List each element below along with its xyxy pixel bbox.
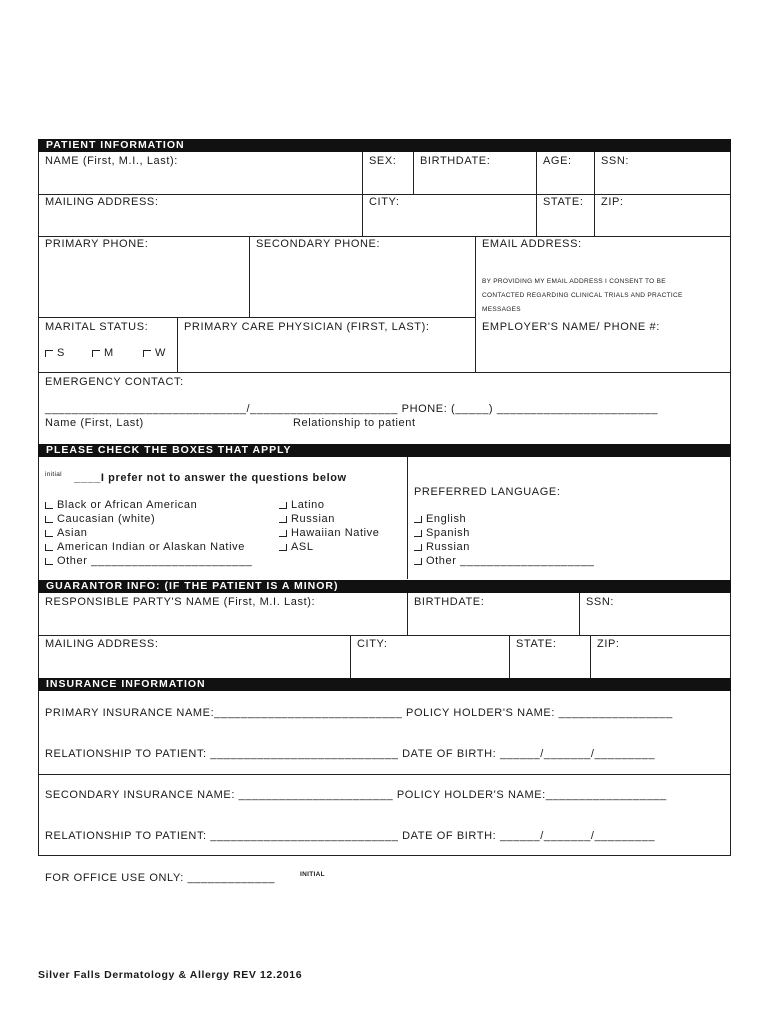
divider [362, 152, 363, 236]
divider [350, 635, 351, 678]
divider [579, 593, 580, 635]
city-field[interactable]: CITY: [369, 196, 400, 208]
race-option[interactable]: Black or African American [45, 499, 197, 511]
divider [590, 635, 591, 678]
checkbox-icon[interactable] [45, 544, 53, 551]
race-option[interactable]: Hawaiian Native [279, 527, 379, 539]
marital-option-w[interactable]: W [143, 347, 166, 359]
checkbox-icon[interactable] [279, 502, 287, 509]
race-option[interactable]: American Indian or Alaskan Native [45, 541, 245, 553]
pcp-field[interactable]: PRIMARY CARE PHYSICIAN (FIRST, LAST): [184, 321, 430, 333]
divider [249, 236, 250, 317]
divider [413, 152, 414, 194]
divider [38, 194, 731, 195]
checkbox-icon[interactable] [45, 502, 53, 509]
ssn-field[interactable]: SSN: [601, 155, 630, 167]
marital-status-label: MARITAL STATUS: [45, 321, 149, 333]
language-option[interactable]: Spanish [414, 527, 470, 539]
divider [38, 635, 731, 636]
race-option[interactable]: Asian [45, 527, 88, 539]
email-consent-text: BY PROVIDING MY EMAIL ADDRESS I CONSENT TO BE [482, 278, 666, 285]
marital-option-m[interactable]: M [92, 347, 114, 359]
state-field[interactable]: STATE: [543, 196, 584, 208]
email-consent-text: MESSAGES [482, 306, 521, 313]
divider [38, 317, 475, 318]
checkbox-icon[interactable] [279, 516, 287, 523]
divider [177, 317, 178, 372]
checkbox-icon[interactable] [45, 350, 53, 357]
zip-field[interactable]: ZIP: [601, 196, 624, 208]
checkbox-icon[interactable] [45, 516, 53, 523]
divider [509, 635, 510, 678]
checkbox-icon[interactable] [279, 544, 287, 551]
birthdate-field[interactable]: BIRTHDATE: [420, 155, 491, 167]
divider [407, 457, 408, 579]
emergency-contact-line[interactable]: ______________________________/______________________ PHONE: (_____) ________________________ [45, 403, 659, 415]
name-field[interactable]: NAME (First, M.I., Last): [45, 155, 178, 167]
checkbox-icon[interactable] [92, 350, 100, 357]
patient-info-header: PATIENT INFORMATION [38, 139, 731, 152]
checkbox-icon[interactable] [414, 544, 422, 551]
race-option[interactable]: Russian [279, 513, 335, 525]
prefer-not-answer[interactable]: ____I prefer not to answer the questions below [74, 472, 347, 484]
office-use-line[interactable]: FOR OFFICE USE ONLY: _____________ [45, 872, 275, 884]
checkbox-icon[interactable] [45, 530, 53, 537]
insurance-header: INSURANCE INFORMATION [38, 678, 731, 691]
emergency-name-caption: Name (First, Last) [45, 417, 144, 429]
mailing-address-field[interactable]: MAILING ADDRESS: [45, 196, 159, 208]
secondary-relationship-line[interactable]: RELATIONSHIP TO PATIENT: ____________________________ DATE OF BIRTH: ______/_______/_________ [45, 830, 656, 842]
guarantor-state-field[interactable]: STATE: [516, 638, 557, 650]
race-option[interactable]: Latino [279, 499, 325, 511]
guarantor-city-field[interactable]: CITY: [357, 638, 388, 650]
primary-phone-field[interactable]: PRIMARY PHONE: [45, 238, 149, 250]
divider [38, 236, 731, 237]
guarantor-ssn-field[interactable]: SSN: [586, 596, 615, 608]
divider [475, 236, 476, 372]
primary-relationship-line[interactable]: RELATIONSHIP TO PATIENT: ____________________________ DATE OF BIRTH: ______/_______/_________ [45, 748, 656, 760]
race-option[interactable]: ASL [279, 541, 314, 553]
office-initial-caption: INITIAL [300, 871, 325, 878]
secondary-phone-field[interactable]: SECONDARY PHONE: [256, 238, 381, 250]
divider [594, 152, 595, 236]
divider [38, 372, 731, 373]
email-field[interactable]: EMAIL ADDRESS: [482, 238, 582, 250]
checkboxes-header: PLEASE CHECK THE BOXES THAT APPLY [38, 444, 731, 457]
email-consent-text: CONTACTED REGARDING CLINICAL TRIALS AND PRACTICE [482, 292, 683, 299]
responsible-party-field[interactable]: RESPONSIBLE PARTY'S NAME (First, M.I. Last): [45, 596, 316, 608]
checkbox-icon[interactable] [279, 530, 287, 537]
preferred-language-label: PREFERRED LANGUAGE: [414, 486, 561, 498]
footer-text: Silver Falls Dermatology & Allergy REV 12.2016 [38, 969, 303, 981]
primary-insurance-line[interactable]: PRIMARY INSURANCE NAME:____________________________ POLICY HOLDER'S NAME: _________________ [45, 707, 673, 719]
initial-caption: initial [45, 471, 62, 478]
marital-option-s[interactable]: S [45, 347, 65, 359]
secondary-insurance-line[interactable]: SECONDARY INSURANCE NAME: _______________________ POLICY HOLDER'S NAME:__________________ [45, 789, 667, 801]
sex-field[interactable]: SEX: [369, 155, 397, 167]
emergency-contact-label: EMERGENCY CONTACT: [45, 376, 184, 388]
guarantor-birthdate-field[interactable]: BIRTHDATE: [414, 596, 485, 608]
checkbox-icon[interactable] [143, 350, 151, 357]
checkbox-icon[interactable] [414, 558, 422, 565]
guarantor-header: GUARANTOR INFO: (IF THE PATIENT IS A MINOR) [38, 580, 731, 593]
race-option[interactable]: Other ________________________ [45, 555, 252, 567]
guarantor-mailing-field[interactable]: MAILING ADDRESS: [45, 638, 159, 650]
language-option[interactable]: Other ____________________ [414, 555, 595, 567]
language-option[interactable]: English [414, 513, 466, 525]
divider [536, 152, 537, 236]
checkbox-icon[interactable] [414, 530, 422, 537]
emergency-relationship-caption: Relationship to patient [293, 417, 416, 429]
race-option[interactable]: Caucasian (white) [45, 513, 155, 525]
divider [38, 774, 731, 775]
employer-field[interactable]: EMPLOYER'S NAME/ PHONE #: [482, 321, 660, 333]
checkbox-icon[interactable] [45, 558, 53, 565]
age-field[interactable]: AGE: [543, 155, 572, 167]
language-option[interactable]: Russian [414, 541, 470, 553]
guarantor-zip-field[interactable]: ZIP: [597, 638, 620, 650]
divider [407, 593, 408, 635]
checkbox-icon[interactable] [414, 516, 422, 523]
